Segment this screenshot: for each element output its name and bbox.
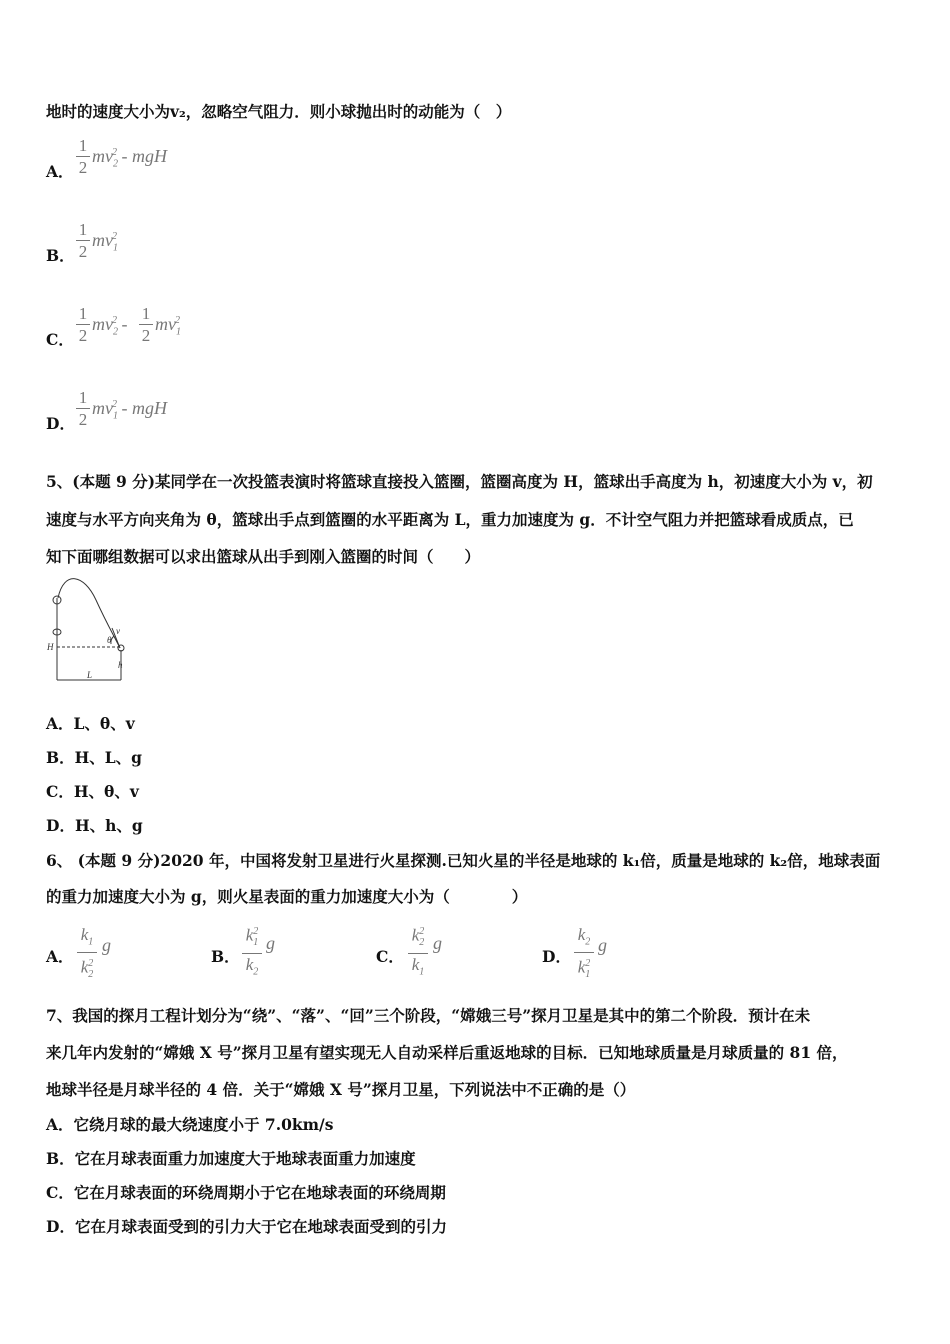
q5-option-d: D．H、h、g: [46, 816, 143, 835]
q6-line-2: 的重力加速度大小为 g，则火星表面的重力加速度大小为（ ）: [46, 887, 528, 906]
q7-line-2: 来几年内发射的“嫦娥 X 号”探月卫星有望实现无人自动采样后重返地球的目标．已知地球质量是月球质量的 81 倍，: [46, 1043, 848, 1062]
figure-label-theta: θ: [107, 635, 112, 645]
figure-label-h: h: [118, 660, 123, 670]
q6-option-a-label: A．: [46, 947, 74, 966]
q4-option-c-label: C．: [46, 330, 74, 349]
figure-label-H: H: [47, 642, 54, 652]
q6-line-1: 6、 (本题 9 分)2020 年，中国将发射卫星进行火星探测.已知火星的半径是地球的 k₁倍，质量是地球的 k₂倍，地球表面: [46, 851, 881, 870]
q7-line-1: 7、我国的探月工程计划分为“绕”、“落”、“回”三个阶段，“嫦娥三号”探月卫星是其中的第二个阶段．预计在未: [46, 1006, 811, 1025]
q4-option-d-label: D．: [46, 414, 75, 433]
q5-line-1: 5、(本题 9 分)某同学在一次投篮表演时将篮球直接投入篮圈，篮圈高度为 H，篮球出手高度为 h，初速度大小为 v，初: [46, 472, 873, 491]
basketball-trajectory-figure: [44, 576, 130, 684]
q4-option-a-label: A．: [46, 162, 74, 181]
q7-option-b: B．它在月球表面重力加速度大于地球表面重力加速度: [46, 1149, 416, 1168]
figure-label-L: L: [87, 670, 93, 680]
q4-option-b-label: B．: [46, 246, 75, 265]
q5-line-3: 知下面哪组数据可以求出篮球从出手到刚入篮圈的时间（ ）: [46, 547, 481, 566]
q5-option-a: A．L、θ、v: [46, 714, 135, 733]
q7-option-c: C．它在月球表面的环绕周期小于它在地球表面的环绕周期: [46, 1183, 446, 1202]
q7-option-a: A．它绕月球的最大绕速度小于 7.0km/s: [46, 1115, 334, 1134]
q5-option-c: C．H、θ、v: [46, 782, 139, 801]
q5-line-2: 速度与水平方向夹角为 θ，篮球出手点到篮圈的水平距离为 L，重力加速度为 g．不计空气阻力并把篮球看成质点，已: [46, 510, 854, 529]
q7-option-d: D．它在月球表面受到的引力大于它在地球表面受到的引力: [46, 1217, 447, 1236]
q5-option-b: B．H、L、g: [46, 748, 142, 767]
q4-stem-tail: 地时的速度大小为v₂，忽略空气阻力．则小球抛出时的动能为（ ）: [46, 102, 512, 121]
figure-label-v: v: [116, 626, 120, 636]
q7-line-3: 地球半径是月球半径的 4 倍．关于“嫦娥 X 号”探月卫星，下列说法中不正确的是（）: [46, 1080, 636, 1099]
q6-option-c-label: C．: [376, 947, 404, 966]
q6-option-d-label: D．: [542, 947, 571, 966]
q6-option-b-label: B．: [211, 947, 240, 966]
